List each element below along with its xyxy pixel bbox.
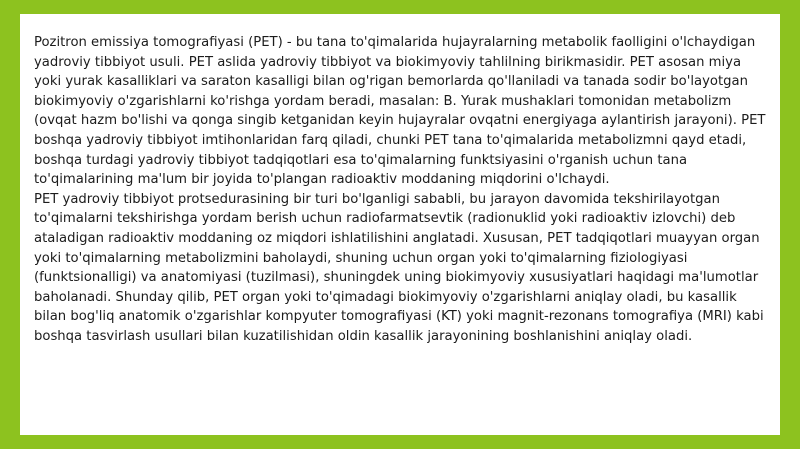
slide-card [20, 14, 780, 435]
paragraph-pet-definition: Pozitron emissiya tomografiyasi (PET) - bu tana to'qimalarida hujayralarning metabolik faolligini o'lchaydigan yadroviy tibbiyot usuli. PET aslida yadroviy tibbiyot va biokimyoviy tahlilning birikmasidir. PET asosan miya yoki yurak kasalliklari va saraton kasalligi bilan og'rigan bemorlarda qo'llaniladi va tanada sodir bo'layotgan biokimyoviy o'zgarishlarni ko'rishga yordam beradi, masalan: B. Yurak mushaklari tomonidan metabolizm (ovqat hazm bo'lishi va qonga singib ketganidan keyin hujayralar ovqatni energiyaga aylantirish jarayoni). PET boshqa yadroviy tibbiyot imtihonlaridan farq qiladi, chunki PET tana to'qimalarida metabolizmni qayd etadi, boshqa turdagi yadroviy tibbiyot tadqiqotlari esa to'qimalarning funktsiyasini o'rganish uchun tana to'qimalarining ma'lum bir joyida to'plangan radioaktiv moddaning miqdorini o'lchaydi. [34, 35, 766, 188]
paragraph-pet-procedure: PET yadroviy tibbiyot protsedurasining bir turi bo'lganligi sababli, bu jarayon davomida tekshirilayotgan to'qimalarni tekshirishga yordam berish uchun radiofarmatsevtik (radionuklid yoki radioaktiv izlovchi) deb ataladigan radioaktiv moddaning oz miqdori ishlatilishini anglatadi. Xususan, PET tadqiqotlari muayyan organ yoki to'qimalarning metabolizmini baholaydi, shuning uchun organ yoki to'qimalarning fiziologiyasi (funktsionalligi) va anatomiyasi (tuzilmasi), shuningdek uning biokimyoviy xususiyatlari haqidagi ma'lumotlar baholanadi. Shunday qilib, PET organ yoki to'qimadagi biokimyoviy o'zgarishlarni aniqlay oladi, bu kasallik bilan bog'liq anatomik o'zgarishlar kompyuter tomografiyasi (KT) yoki magnit-rezonans tomografiya (MRI) kabi boshqa tasvirlash usullari bilan kuzatilishidan oldin kasallik jarayonining boshlanishini aniqlay oladi. [34, 191, 764, 344]
